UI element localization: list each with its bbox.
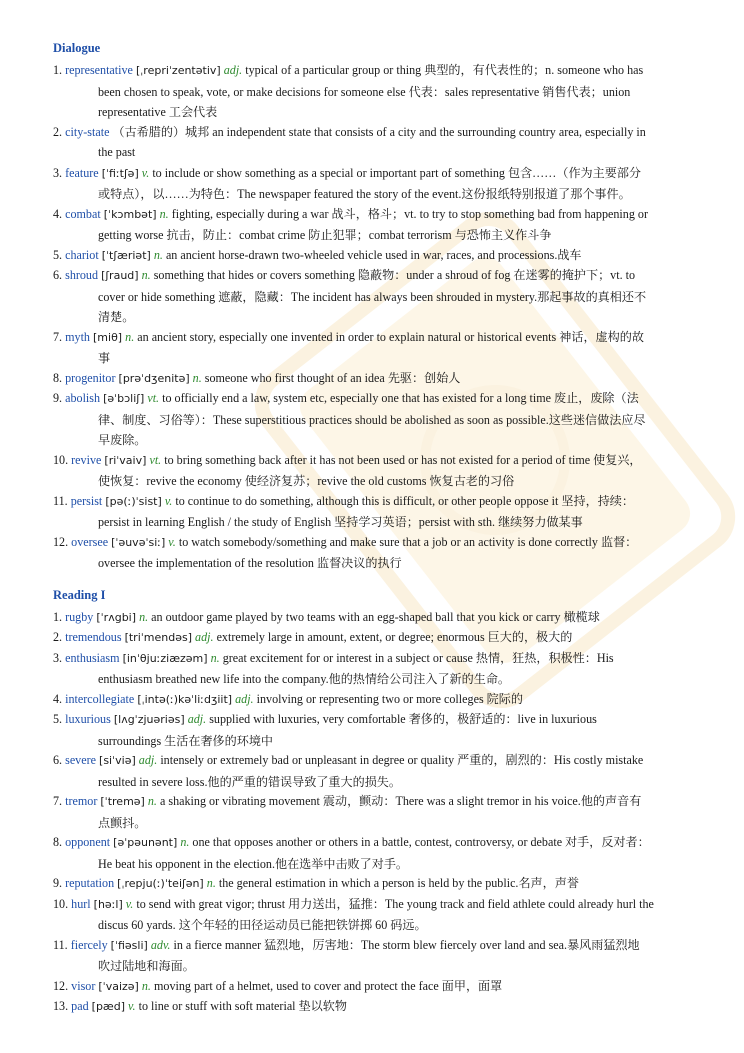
entry-word: abolish [65,391,101,405]
entry-phonetic: [lʌgˈzjuəriəs] [113,713,185,726]
entry-phonetic: [ˈfiːtʃə] [101,166,139,180]
entry-phonetic: [həːl] [93,897,123,911]
entry-part-of-speech: vt. [147,391,160,405]
entry-definition: great excitement for or interest in a subject or cause 热情，狂热，积极性：His [222,650,614,665]
entry-number: 8. [53,835,63,849]
entry-continuation-line: resulted in severe loss.他的严重的错误导致了重大的损失。 [98,774,401,789]
entry-number: 13. [53,999,69,1013]
entry-word: luxurious [65,712,111,726]
entry-number: 5. [53,712,63,726]
entry-first-line [53,265,693,287]
entry-continuation-line: 吹过陆地和海面。 [98,959,195,973]
entry-definition: to officially end a law, system etc, especially one that has existed for a long time 废止，废除（法 [162,391,639,405]
entry-first-line [53,327,693,349]
entry-definition: to watch somebody/something and make sure that a job or an activity is done correctly 监督： [178,534,638,549]
entry-phonetic: [pæd] [91,1000,126,1013]
entry-word: intercollegiate [65,691,135,706]
entry-definition: the general estimation in which a person is held by the public.名声，声誉 [218,876,579,890]
entry-definition: to bring something back after it has not been used or has not existed for a period of time 使复兴， [164,452,642,467]
entry-number: 4. [53,206,63,221]
vocab-entry [53,648,693,690]
entry-word: hurl [71,896,91,911]
entry-word: myth [65,329,90,344]
entry-continuation-line: 或特点），以……为特色：The newspaper featured the story of the event.这份报纸特别报道了那个事件。 [98,187,631,201]
entry-first-line [53,996,693,1018]
entry-part-of-speech: v. [128,999,136,1013]
entry-phonetic: [triˈmendəs] [124,631,193,644]
entry-first-line [53,163,693,185]
section-heading: Dialogue [53,41,101,55]
entry-number: 4. [53,691,63,706]
entry-number: 1. [53,63,63,77]
entry-continuation-line: representative 工会代表 [98,105,218,119]
entry-number: 11. [53,493,68,508]
entry-first-line [53,894,693,916]
entry-definition: extremely large in amount, extent, or degree; enormous 巨大的，极大的 [216,630,573,644]
vocab-entry [53,327,693,369]
entry-phonetic: [ˈkɔmbət] [103,207,157,221]
entry-word: enthusiasm [65,650,120,665]
entry-first-line [53,368,693,390]
entry-phonetic: [ʃraud] [101,269,139,282]
vocab-entry [53,368,693,390]
entry-definition: involving or representing two or more colleges 院际的 [256,691,523,706]
entry-first-line [53,648,693,670]
entry-part-of-speech: vt. [149,452,162,467]
entry-word: pad [71,999,89,1013]
entry-continuation-line: discus 60 yards. 这个年轻的田径运动员已能把铁饼掷 60 码远。 [98,918,427,932]
entry-part-of-speech: n. [153,247,163,262]
entry-definition: to continue to do something, although this is difficult, or other people oppose it 坚持，持续： [175,493,634,508]
entry-number: 9. [53,876,63,890]
entry-first-line [53,689,693,711]
entry-part-of-speech: n. [159,206,169,221]
vocab-entry [53,791,693,833]
entry-definition: a shaking or vibrating movement 震动，颤动：There was a slight tremor in his voice.他的声音有 [159,794,642,808]
entry-continuation-line: oversee the implementation of the resolution 监督决议的执行 [98,556,402,570]
entry-definition: moving part of a helmet, used to cover and protect the face 面甲，面罩 [153,978,503,993]
entry-part-of-speech: n. [180,835,190,849]
entry-first-line [53,750,693,772]
entry-first-line [53,627,693,649]
entry-continuation-line: persist in learning English / the study of English 坚持学习英语；persist with sth. 继续努力做某事 [98,515,583,529]
entry-first-line [53,388,693,410]
entry-word: reputation [65,876,115,890]
vocab-entry [53,163,693,205]
entry-definition: one that opposes another or others in a battle, contest, controversy, or debate 对手，反对者： [192,835,650,849]
entry-first-line [53,122,693,143]
entry-first-line [53,791,693,813]
entry-definition: to line or stuff with soft material 垫以软物 [138,999,347,1013]
entry-continuation-line: He beat his opponent in the election.他在选举中击败了对手。 [98,856,409,871]
section-heading: Reading I [53,587,106,602]
vocab-entry [53,894,693,936]
vocab-entry [53,976,693,998]
entry-number: 10. [53,896,69,911]
entry-phonetic: [ˈəuvəˈsiː] [111,535,166,549]
vocab-entry [53,607,693,629]
entry-number: 11. [53,937,68,952]
entry-part-of-speech: adj. [187,712,207,726]
entry-part-of-speech: n. [125,329,135,344]
entry-continuation-line: 律、制度、习俗等）：These superstitious practices should be abolished as soon as possible.这些迷信做法应尽 [98,412,646,427]
vocab-entry [53,204,693,246]
entry-word: persist [70,493,103,508]
entry-number: 12. [53,978,69,993]
entry-phonetic: [ˈtʃæriət] [101,248,151,262]
entry-word: feature [65,165,99,180]
entry-part-of-speech: n. [206,876,216,890]
entry-first-line [53,832,693,854]
entry-first-line [53,60,693,82]
entry-phonetic: [ˌrepju(ː)ˈteiʃən] [117,877,204,890]
entry-phonetic: [əˈbɔliʃ] [103,392,145,405]
entry-first-line [53,204,693,226]
entry-number: 2. [53,124,63,139]
entry-word: rugby [65,609,94,624]
entry-continuation-line: 事 [98,351,111,365]
entry-definition: supplied with luxuries, very comfortable 奢侈的，极舒适的：live in luxurious [209,712,597,726]
entry-phonetic: [ˈvaizə] [98,979,139,993]
entry-part-of-speech: n. [210,650,220,665]
vocab-entry [53,491,693,533]
entry-word: combat [65,206,101,221]
entry-continuation-line: been chosen to speak, vote, or make decisions for someone else 代表：sales representative 销售代表；union [98,84,631,99]
entry-word: city-state [65,124,110,139]
vocab-entry [53,750,693,792]
entry-first-line [53,245,693,267]
entry-part-of-speech: v. [141,165,150,180]
vocab-entry [53,450,693,492]
entry-phonetic: [riˈvaiv] [104,453,147,467]
entry-definition: （古希腊的）城邦 an independent state that consists of a city and the surrounding country area, especially in [112,124,646,139]
entry-phonetic: [əˈpəunənt] [113,836,178,849]
entry-part-of-speech: v. [164,493,173,508]
entry-definition: an ancient story, especially one invented in order to explain natural or historical events 神话，虚构的故 [137,329,644,344]
entry-part-of-speech: n. [192,370,202,385]
entry-definition: an outdoor game played by two teams with an egg-shaped ball that you kick or carry 橄榄球 [151,609,600,624]
entry-continuation-line: surroundings 生活在奢侈的环境中 [98,733,274,748]
vocab-entry [53,935,693,977]
entry-phonetic: [ˌrepriˈzentətiv] [135,64,221,77]
entry-number: 3. [53,165,63,180]
entry-number: 12. [53,534,69,549]
entry-first-line [53,976,693,998]
entry-definition: to send with great vigor; thrust 用力送出，猛推：The young track and field athlete could already hurl the [136,896,654,911]
entry-number: 1. [53,609,63,624]
entry-part-of-speech: adv. [150,937,171,952]
entry-number: 6. [53,268,63,282]
entry-continuation-line: getting worse 抗击，防止：combat crime 防止犯罪；combat terrorism 与恐怖主义作斗争 [98,228,552,242]
entry-continuation-line: 清楚。 [98,310,135,324]
entry-number: 10. [53,452,69,467]
entry-continuation-line: 点颤抖。 [98,815,147,830]
entry-word: shroud [65,268,99,282]
entry-phonetic: [ˌintə(ː)kəˈliːdʒiit] [137,692,233,706]
entry-definition: someone who first thought of an idea 先驱：创始人 [204,370,461,385]
entry-word: tremendous [65,630,122,644]
entry-number: 7. [53,329,63,344]
entry-part-of-speech: adj. [235,691,254,706]
entry-continuation-line: cover or hide something 遮蔽，隐藏：The incident has always been shrouded in mystery.那起事故的真相还不 [98,289,647,304]
entry-phonetic: [miθ] [93,330,123,344]
entry-number: 8. [53,370,63,385]
entry-word: fiercely [70,937,108,952]
entry-word: representative [65,63,133,77]
entry-phonetic: [pə(ː)ˈsist] [105,494,162,508]
entry-phonetic: [prəˈdʒenitə] [118,371,190,385]
vocab-entry [53,388,693,451]
entry-first-line [53,532,693,554]
entry-continuation-line: enthusiasm breathed new life into the company.他的热情给公司注入了新的生命。 [98,672,511,686]
vocab-entry [53,873,693,895]
entry-word: chariot [65,247,99,262]
entry-phonetic: [siˈviə] [99,754,136,767]
entry-part-of-speech: n. [141,268,151,282]
entry-phonetic: [ˈfiəsli] [110,938,148,952]
entry-number: 5. [53,247,63,262]
vocab-entry [53,627,693,649]
entry-number: 2. [53,630,63,644]
vocab-entry [53,709,693,751]
entry-part-of-speech: n. [139,609,149,624]
entry-continuation-line: 早废除。 [98,433,147,447]
entry-part-of-speech: n. [141,978,151,993]
entry-continuation-line: 使恢复：revive the economy 使经济复苏；revive the old customs 恢复古老的习俗 [98,474,515,488]
entry-word: severe [65,753,96,767]
entry-definition: an ancient horse-drawn two-wheeled vehicle used in war, races, and processions.战车 [165,247,582,262]
vocab-entry [53,265,693,328]
entry-first-line [53,873,693,895]
entry-word: progenitor [65,370,116,385]
entry-definition: intensely or extremely bad or unpleasant in degree or quality 严重的，剧烈的：His costly mistake [160,753,644,767]
entry-part-of-speech: n. [147,794,157,808]
entry-definition: to include or show something as a special or important part of something 包含……（作为主要部分 [152,165,642,180]
entry-first-line [53,607,693,629]
entry-continuation-line: the past [98,145,136,159]
entry-word: opponent [65,835,111,849]
entry-number: 7. [53,794,63,808]
entry-number: 3. [53,650,63,665]
vocab-entry [53,832,693,874]
entry-word: tremor [65,794,98,808]
entry-number: 6. [53,753,63,767]
entry-phonetic: [ˈrʌgbi] [96,610,137,624]
vocab-entry [53,245,693,267]
entry-first-line [53,491,693,513]
entry-part-of-speech: v. [168,534,176,549]
vocab-entry [53,60,693,123]
entry-word: revive [71,452,102,467]
entry-number: 9. [53,391,63,405]
entry-definition: typical of a particular group or thing 典型的，有代表性的；n. someone who has [245,63,644,77]
entry-word: oversee [71,534,109,549]
entry-word: visor [71,978,96,993]
entry-first-line [53,935,693,957]
entry-first-line [53,709,693,731]
entry-first-line [53,450,693,472]
entry-definition: in a fierce manner 猛烈地，厉害地：The storm blew fiercely over land and sea.暴风雨猛烈地 [173,937,640,952]
entry-part-of-speech: adj. [138,753,158,767]
entry-definition: fighting, especially during a war 战斗，格斗；vt. to try to stop something bad from happening or [171,206,648,221]
entry-phonetic: [inˈθjuːziæzəm] [122,651,208,665]
vocab-entry [53,122,693,163]
entry-phonetic: [ˈtremə] [100,795,145,808]
vocab-entry [53,689,693,711]
vocab-entry [53,996,693,1018]
vocab-entry [53,532,693,574]
entry-part-of-speech: adj. [195,630,214,644]
entry-part-of-speech: adj. [223,63,243,77]
entry-definition: something that hides or covers something 隐蔽物：under a shroud of fog 在迷雾的掩护下；vt. to [153,268,636,282]
entry-part-of-speech: v. [125,896,134,911]
